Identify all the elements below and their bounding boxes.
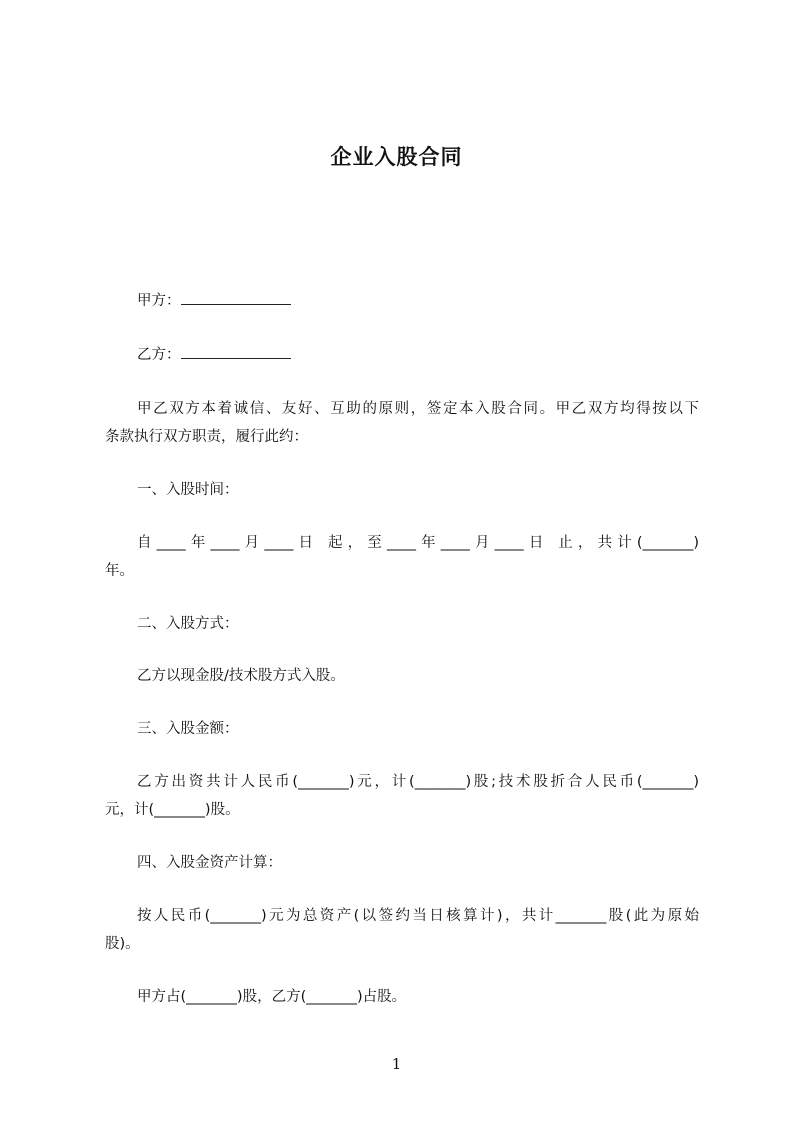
- section-3-heading: 三、入股金额：: [137, 721, 239, 737]
- section-2-heading: 二、入股方式：: [137, 616, 239, 632]
- section-1-heading: 一、入股时间：: [137, 482, 239, 498]
- section-4-line-2: 股)。: [105, 936, 140, 952]
- intro-line-1: 甲乙双方本着诚信、友好、互助的原则，签定本入股合同。甲乙双方均得按以下: [137, 401, 699, 417]
- page-number: 1: [391, 1055, 402, 1073]
- party-a-label: 甲方：: [137, 293, 181, 309]
- section-4-line-1: 按人民币(_______)元为总资产(以签约当日核算计)，共计_______股(此为原始: [137, 908, 699, 924]
- section-3-line-1: 乙方出资共计人民币(_______)元，计(_______)股;技术股折合人民币(_______): [137, 774, 699, 790]
- section-4-line-3: 甲方占(_______)股，乙方(_______)占股。: [137, 989, 407, 1005]
- intro-line-2: 条款执行双方职责，履行此约：: [105, 429, 308, 445]
- party-a-blank: [181, 290, 291, 305]
- party-b-line: [137, 342, 699, 368]
- party-a-line: [137, 288, 699, 314]
- section-2-text: 乙方以现金股/技术股方式入股。: [137, 668, 345, 684]
- section-1-line-2: 年。: [105, 563, 134, 579]
- party-b-label: 乙方：: [137, 347, 181, 363]
- document-title: 企业入股合同: [330, 145, 463, 169]
- section-4-heading: 四、入股金资产计算：: [137, 855, 282, 871]
- section-1-line-1: 自____年____月____日 起，至____年____月____日 止，共计(_______): [137, 535, 699, 551]
- section-3-line-2: 元，计(_______)股。: [105, 802, 240, 818]
- party-b-blank: [181, 344, 291, 359]
